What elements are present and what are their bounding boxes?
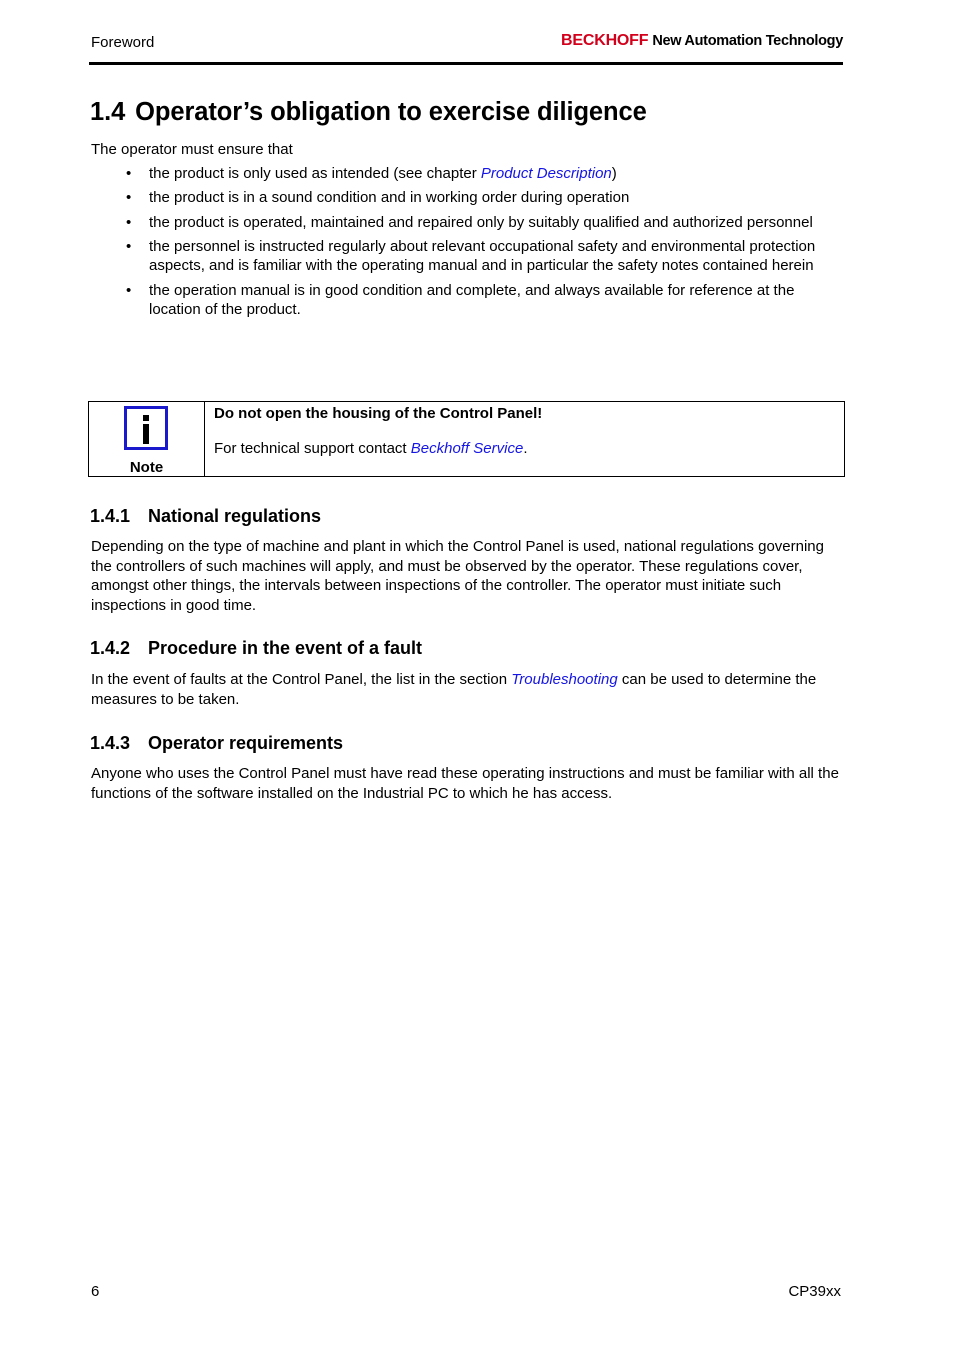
obligations-list bbox=[91, 164, 846, 324]
list-item bbox=[91, 281, 846, 320]
page-header bbox=[89, 32, 843, 62]
product-description-link[interactable]: Product Description bbox=[480, 165, 612, 182]
troubleshooting-link[interactable]: Troubleshooting bbox=[511, 671, 618, 688]
brand-logo bbox=[561, 32, 843, 50]
bullet-glyph: • bbox=[126, 237, 132, 255]
bullet-glyph: • bbox=[126, 189, 132, 207]
list-item-text: the personnel is instructed regularly about relevant occupational safety and environmental protection aspects, and is familiar with the operating manual and in particular the safety notes contained herein bbox=[149, 237, 816, 275]
note-title: Do not open the housing of the Control Panel! bbox=[214, 405, 543, 422]
list-item-text-end: ) bbox=[611, 165, 617, 182]
subsection-number: 1.4.2 bbox=[90, 638, 131, 658]
section-heading bbox=[90, 98, 647, 127]
subsection-title: National regulations bbox=[148, 506, 322, 526]
fault-procedure-text-start: In the event of faults at the Control Panel, the list in the section bbox=[91, 671, 512, 688]
info-icon-dot bbox=[143, 415, 149, 421]
subsection-heading-fault-procedure bbox=[90, 638, 422, 659]
section-title: Operator’s obligation to exercise diligence bbox=[135, 98, 647, 126]
subsection-number: 1.4.1 bbox=[90, 506, 131, 526]
national-regulations-text: Depending on the type of machine and plant in which the Control Panel is used, national regulations governing the controllers of such machines will apply, and must be observed by the operator. These regulations cover, amongst other things, the intervals between inspections of the controller. The operator must initiate such inspections in good time. bbox=[91, 538, 824, 614]
note-body-end: . bbox=[523, 440, 528, 457]
subsection-title: Procedure in the event of a fault bbox=[148, 638, 423, 658]
note-label: Note bbox=[129, 459, 164, 476]
subsection-heading-national-regulations bbox=[90, 506, 321, 527]
section-intro: The operator must ensure that bbox=[91, 141, 293, 158]
list-item bbox=[91, 213, 846, 233]
page-number: 6 bbox=[91, 1283, 100, 1300]
note-icon-cell bbox=[89, 402, 205, 476]
subsection-number: 1.4.3 bbox=[90, 733, 131, 753]
header-section-name: Foreword bbox=[91, 34, 155, 51]
list-item-text: the product is only used as intended (see chapter bbox=[149, 165, 481, 182]
operator-requirements-text: Anyone who uses the Control Panel must have read these operating instructions and must be familiar with all the functions of the software installed on the Industrial PC to which he has access. bbox=[91, 765, 839, 802]
beckhoff-service-link[interactable]: Beckhoff Service bbox=[410, 440, 524, 457]
note-box bbox=[88, 401, 845, 477]
list-item-text: the operation manual is in good condition and complete, and always available for reference at the location of the product. bbox=[149, 281, 795, 319]
brand-tagline: New Automation Technology bbox=[652, 33, 843, 49]
note-body bbox=[214, 440, 528, 457]
bullet-glyph: • bbox=[126, 213, 132, 231]
list-item bbox=[91, 188, 846, 208]
bullet-glyph: • bbox=[126, 165, 132, 182]
info-icon bbox=[124, 406, 168, 450]
header-rule bbox=[89, 62, 843, 65]
subsection-title: Operator requirements bbox=[148, 733, 344, 753]
list-item-text: the product is in a sound condition and in working order during operation bbox=[149, 189, 630, 207]
section-number: 1.4 bbox=[90, 98, 126, 126]
bullet-glyph: • bbox=[126, 281, 132, 299]
fault-procedure-text bbox=[91, 670, 846, 709]
brand-name: BECKHOFF bbox=[561, 32, 649, 49]
product-name: CP39xx bbox=[788, 1283, 841, 1300]
list-item bbox=[91, 237, 846, 276]
fault-procedure-text-end: can be used to determine the measures to be taken. bbox=[91, 671, 817, 708]
list-item bbox=[91, 164, 846, 184]
subsection-heading-operator-requirements bbox=[90, 733, 343, 754]
note-body-text: For technical support contact bbox=[214, 440, 411, 457]
info-icon-bar bbox=[143, 424, 149, 444]
list-item-text: the product is operated, maintained and repaired only by suitably qualified and authorized personnel bbox=[149, 213, 813, 231]
